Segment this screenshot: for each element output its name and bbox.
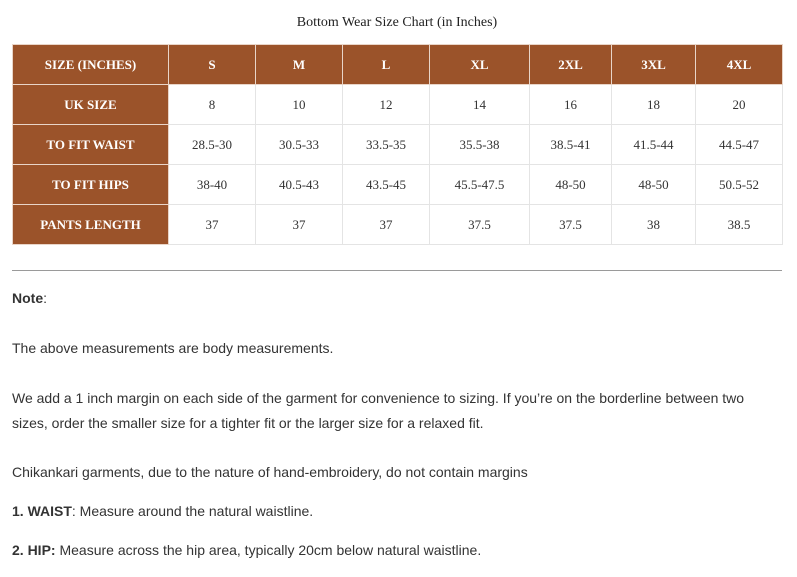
table-cell: 50.5-52	[696, 165, 783, 205]
table-cell: 33.5-35	[343, 125, 430, 165]
table-cell: 14	[430, 85, 530, 125]
row-label-pants-length: PANTS LENGTH	[13, 205, 169, 245]
table-cell: 44.5-47	[696, 125, 783, 165]
body-measurements-text: The above measurements are body measurements.	[12, 340, 334, 356]
table-header-row	[13, 45, 783, 85]
size-chart-table	[12, 44, 783, 245]
table-row-uk-size	[13, 85, 783, 125]
margin-text: We add a 1 inch margin on each side of the garment for convenience to sizing. If you’re on the borderline between two sizes, order the smaller size for a tighter fit or the larger size for a relaxed fit.	[12, 390, 745, 431]
header-cell-xl: XL	[430, 45, 530, 85]
table-row-hips	[13, 165, 783, 205]
table-cell: 48-50	[530, 165, 612, 205]
waist-label: 1. WAIST	[12, 503, 72, 519]
table-cell: 45.5-47.5	[430, 165, 530, 205]
table-cell: 38	[612, 205, 696, 245]
hip-label: 2. HIP:	[12, 542, 56, 558]
note-heading	[12, 286, 47, 311]
table-row-pants-length	[13, 205, 783, 245]
note-label: Note	[12, 290, 44, 306]
table-cell: 41.5-44	[612, 125, 696, 165]
table-cell: 40.5-43	[256, 165, 343, 205]
table-cell: 38-40	[169, 165, 256, 205]
table-cell: 10	[256, 85, 343, 125]
table-cell: 8	[169, 85, 256, 125]
table-cell: 43.5-45	[343, 165, 430, 205]
table-cell: 37	[169, 205, 256, 245]
chikankari-text: Chikankari garments, due to the nature of hand-embroidery, do not contain margins	[12, 464, 528, 480]
header-cell-m: M	[256, 45, 343, 85]
table-cell: 38.5	[696, 205, 783, 245]
table-cell: 37.5	[430, 205, 530, 245]
header-cell-size: SIZE (INCHES)	[13, 45, 169, 85]
waist-instruction	[12, 499, 313, 524]
table-cell: 28.5-30	[169, 125, 256, 165]
hip-instruction	[12, 538, 481, 563]
table-cell: 37.5	[530, 205, 612, 245]
row-label-hips: TO FIT HIPS	[13, 165, 169, 205]
table-cell: 20	[696, 85, 783, 125]
page-title: Bottom Wear Size Chart (in Inches)	[296, 15, 498, 30]
row-label-uk-size: UK SIZE	[13, 85, 169, 125]
table-row-waist	[13, 125, 783, 165]
header-cell-4xl: 4XL	[696, 45, 783, 85]
note-suffix: :	[43, 290, 48, 306]
table-cell: 18	[612, 85, 696, 125]
header-cell-s: S	[169, 45, 256, 85]
table-cell: 48-50	[612, 165, 696, 205]
table-cell: 37	[256, 205, 343, 245]
header-cell-l: L	[343, 45, 430, 85]
table-cell: 16	[530, 85, 612, 125]
table-cell: 37	[343, 205, 430, 245]
section-divider	[12, 270, 782, 271]
hip-text: Measure across the hip area, typically 20cm below natural waistline.	[55, 542, 482, 558]
table-cell: 30.5-33	[256, 125, 343, 165]
waist-text: : Measure around the natural waistline.	[71, 503, 314, 519]
header-cell-3xl: 3XL	[612, 45, 696, 85]
table-cell: 38.5-41	[530, 125, 612, 165]
table-cell: 35.5-38	[430, 125, 530, 165]
row-label-waist: TO FIT WAIST	[13, 125, 169, 165]
table-cell: 12	[343, 85, 430, 125]
header-cell-2xl: 2XL	[530, 45, 612, 85]
